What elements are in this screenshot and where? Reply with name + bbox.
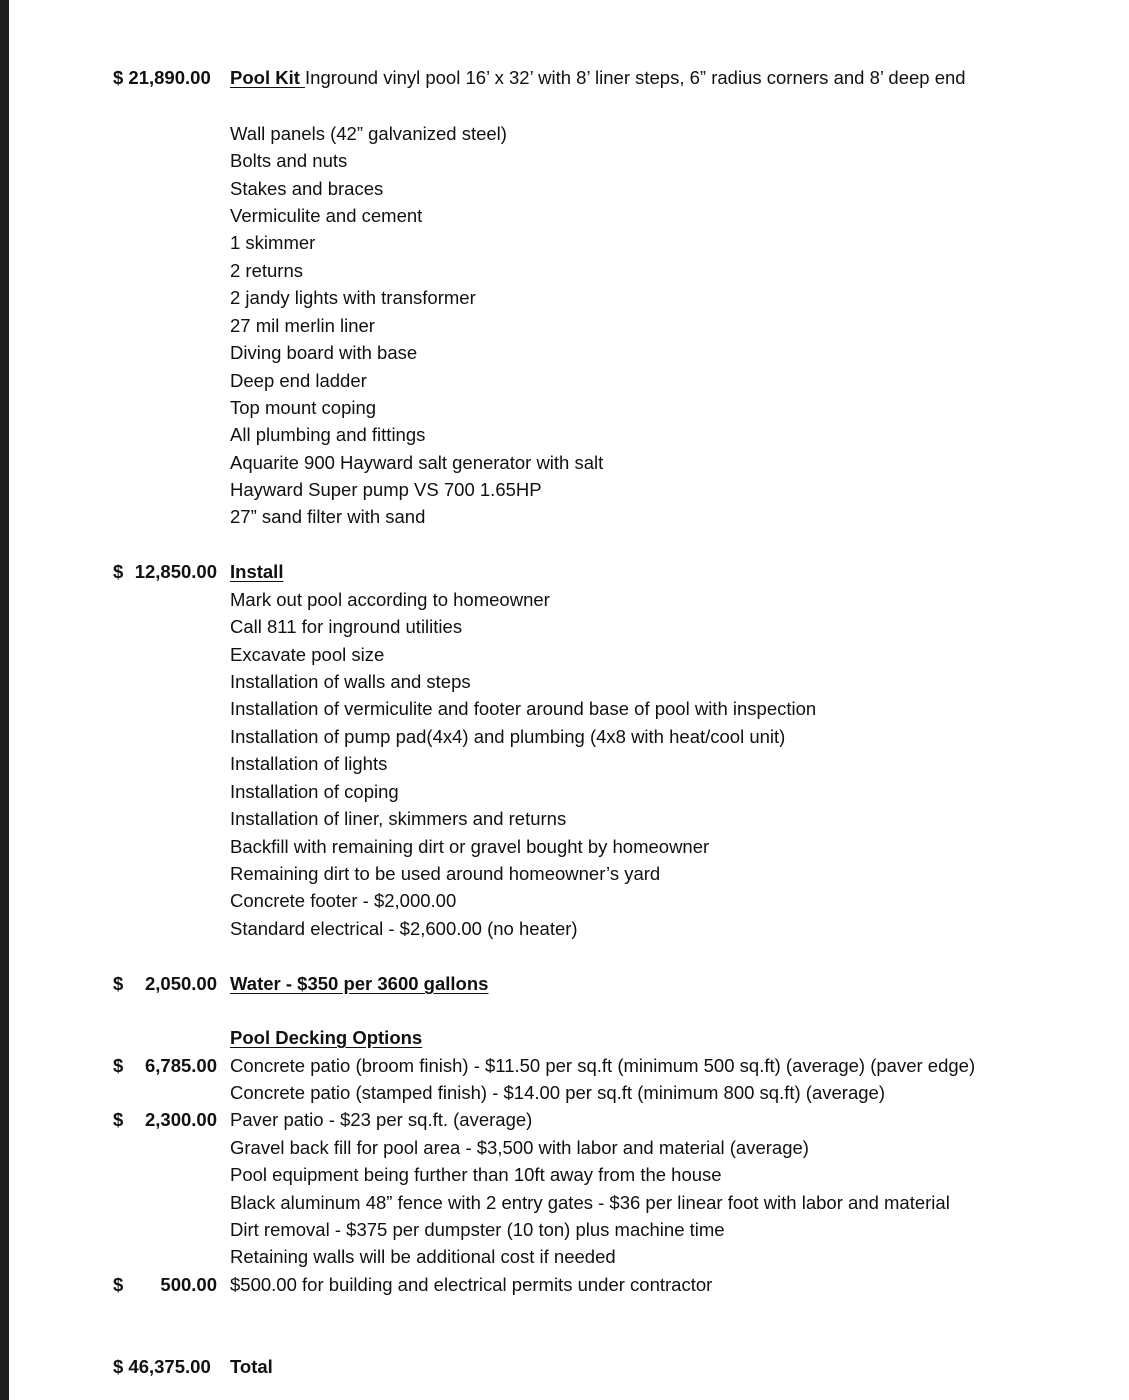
water-heading: Water - $350 per 3600 gallons xyxy=(230,973,489,994)
list-item: Stakes and braces xyxy=(230,178,384,199)
decking-heading-row xyxy=(0,1025,1129,1051)
decking-item: Retaining walls will be additional cost if needed xyxy=(230,1246,616,1267)
list-item: Installation of lights xyxy=(230,753,388,774)
list-item: Installation of pump pad(4x4) and plumbing (4x8 with heat/cool unit) xyxy=(230,726,786,747)
permits-row: $ 500.00 $500.00 for building and electrical permits under contractor xyxy=(113,1274,713,1295)
decking-item: Black aluminum 48” fence with 2 entry gates - $36 per linear foot with labor and material xyxy=(230,1192,950,1213)
list-item: Aquarite 900 Hayward salt generator with salt xyxy=(230,452,604,473)
list-item: Top mount coping xyxy=(230,397,377,418)
list-item: Remaining dirt to be used around homeowner’s yard xyxy=(230,863,661,884)
pool-kit-heading-line xyxy=(230,65,966,91)
list-item: 1 skimmer xyxy=(230,232,316,253)
pool-kit-description: Inground vinyl pool 16’ x 32’ with 8’ liner steps, 6” radius corners and 8’ deep end xyxy=(305,67,966,88)
list-item: Deep end ladder xyxy=(230,370,367,391)
list-item: Installation of coping xyxy=(230,781,399,802)
list-item: Installation of vermiculite and footer around base of pool with inspection xyxy=(230,698,817,719)
list-item: All plumbing and fittings xyxy=(230,424,426,445)
decking-heading: Pool Decking Options xyxy=(230,1027,423,1048)
decking-item: Concrete patio (stamped finish) - $14.00 per sq.ft (minimum 800 sq.ft) (average) xyxy=(230,1082,885,1103)
list-item: Standard electrical - $2,600.00 (no heater) xyxy=(230,918,578,939)
list-item: 2 jandy lights with transformer xyxy=(230,287,476,308)
list-item: Wall panels (42” galvanized steel) xyxy=(230,123,507,144)
list-item: Vermiculite and cement xyxy=(230,205,423,226)
list-item: 27 mil merlin liner xyxy=(230,315,375,336)
install-heading: Install xyxy=(230,561,284,582)
list-item: Mark out pool according to homeowner xyxy=(230,589,550,610)
decking-item: Gravel back fill for pool area - $3,500 with labor and material (average) xyxy=(230,1137,809,1158)
list-item: Installation of walls and steps xyxy=(230,671,471,692)
list-item: 2 returns xyxy=(230,260,304,281)
list-item: Bolts and nuts xyxy=(230,150,348,171)
install-row: $ 12,850.00 Install xyxy=(0,559,1129,585)
list-item: Concrete footer - $2,000.00 xyxy=(230,890,457,911)
decking-item: Pool equipment being further than 10ft away from the house xyxy=(230,1164,722,1185)
pool-kit-heading: Pool Kit xyxy=(230,67,306,88)
total-label: Total xyxy=(230,1356,273,1377)
decking-item: Dirt removal - $375 per dumpster (10 ton) plus machine time xyxy=(230,1219,725,1240)
list-item: Call 811 for inground utilities xyxy=(230,616,463,637)
list-item: Hayward Super pump VS 700 1.65HP xyxy=(230,479,542,500)
list-item: Diving board with base xyxy=(230,342,418,363)
list-item: 27” sand filter with sand xyxy=(230,506,426,527)
list-item: Installation of liner, skimmers and returns xyxy=(230,808,567,829)
list-item: Backfill with remaining dirt or gravel bought by homeowner xyxy=(230,836,710,857)
list-item: Excavate pool size xyxy=(230,644,385,665)
pool-kit-row: $ 21,890.00 Pool Kit Inground vinyl pool 16’ x 32’ with 8’ liner steps, 6” radius corners and 8’ deep end xyxy=(0,65,1129,91)
decking-item: $ 6,785.00 Concrete patio (broom finish) - $11.50 per sq.ft (minimum 500 sq.ft) (average) (paver edge) xyxy=(113,1055,976,1076)
total-row: $ 46,375.00 Total xyxy=(0,1354,1129,1380)
decking-item: $ 2,300.00 Paver patio - $23 per sq.ft. (average) xyxy=(113,1109,533,1130)
water-row: $ 2,050.00 Water - $350 per 3600 gallons xyxy=(0,971,1129,997)
